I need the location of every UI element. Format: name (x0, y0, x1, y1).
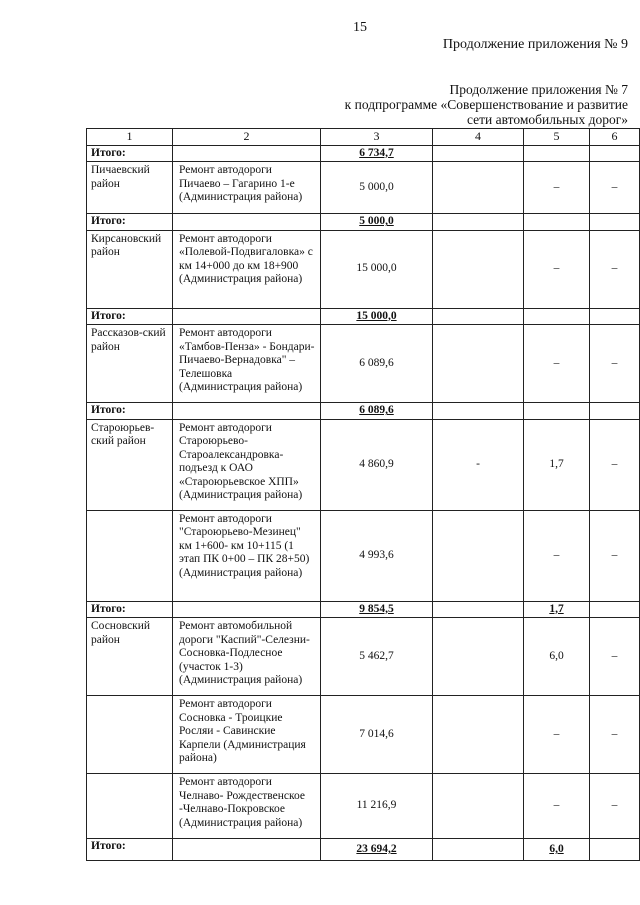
cell-c1: Сосновский район (87, 618, 173, 696)
table-row (87, 696, 640, 774)
cell-c2: Ремонт автодороги Пичаево – Гагарино 1-е (Администрация района) (173, 162, 321, 214)
cell-c6: – (590, 325, 640, 403)
appendix-9-continuation: Продолжение приложения № 9 (442, 37, 628, 52)
cell-c4 (433, 839, 524, 861)
cell-c6: – (590, 510, 640, 601)
cell-c2: Ремонт автодороги "Староюрьево-Мезинец" км 1+600- км 10+115 (1 этап ПК 0+00 – ПК 28+50) (Администрация района) (173, 510, 321, 601)
cell-c4 (433, 403, 524, 420)
cell-c4 (433, 145, 524, 162)
table-row (87, 419, 640, 510)
cell-c6: – (590, 774, 640, 839)
cell-c4 (433, 601, 524, 618)
column-header: 2 (173, 129, 321, 146)
column-header-row (87, 129, 640, 146)
cell-c2: Ремонт автодороги Староюрьево-Староалександровка-подъезд к ОАО «Староюрьевское ХПП» (Администрация района) (173, 419, 321, 510)
cell-c5: 6,0 (524, 618, 590, 696)
total-row (87, 403, 640, 420)
cell-c4 (433, 510, 524, 601)
cell-c4 (433, 774, 524, 839)
page-number: 15 (353, 20, 367, 35)
cell-c2: Ремонт автодороги «Тамбов-Пенза» - Бондари-Пичаево-Вернадовка" – Телешовка (Администрация района) (173, 325, 321, 403)
table-row (87, 774, 640, 839)
cell-c2: Ремонт автодороги Сосновка - Троицкие Росляи - Савинские Карпели (Администрация района) (173, 696, 321, 774)
cell-c4 (433, 162, 524, 214)
cell-c4 (433, 230, 524, 308)
total-row (87, 214, 640, 231)
table-row (87, 230, 640, 308)
cell-c2 (173, 308, 321, 325)
appendix-7-line3: сети автомобильных дорог» (467, 112, 628, 127)
cell-c1: Итого: (87, 601, 173, 618)
appendix-7-line1: Продолжение приложения № 7 (449, 82, 628, 97)
cell-c6: – (590, 618, 640, 696)
table-row (87, 510, 640, 601)
cell-c1: Итого: (87, 403, 173, 420)
total-row (87, 308, 640, 325)
cell-c1 (87, 774, 173, 839)
cell-c3: 15 000,0 (321, 230, 433, 308)
cell-c5 (524, 145, 590, 162)
cell-c5: – (524, 510, 590, 601)
column-header: 3 (321, 129, 433, 146)
cell-c1 (87, 510, 173, 601)
cell-c3: 15 000,0 (321, 308, 433, 325)
cell-c5: – (524, 774, 590, 839)
cell-c3: 5 462,7 (321, 618, 433, 696)
cell-c6: – (590, 162, 640, 214)
cell-c4 (433, 696, 524, 774)
cell-c3: 5 000,0 (321, 162, 433, 214)
cell-c2 (173, 214, 321, 231)
cell-c3: 6 734,7 (321, 145, 433, 162)
cell-c3: 11 216,9 (321, 774, 433, 839)
table-row (87, 325, 640, 403)
cell-c5: 6,0 (524, 839, 590, 861)
cell-c1: Итого: (87, 214, 173, 231)
cell-c3: 4 860,9 (321, 419, 433, 510)
appendix-7-line2: к подпрограмме «Совершенствование и развитие (344, 97, 628, 112)
total-row (87, 145, 640, 162)
cell-c6: – (590, 419, 640, 510)
cell-c5 (524, 308, 590, 325)
cell-c1: Староюрьев-ский район (87, 419, 173, 510)
cell-c1: Итого: (87, 839, 173, 861)
cell-c5: 1,7 (524, 419, 590, 510)
cell-c6 (590, 601, 640, 618)
cell-c5: – (524, 162, 590, 214)
cell-c3: 23 694,2 (321, 839, 433, 861)
cell-c6 (590, 214, 640, 231)
column-header: 6 (590, 129, 640, 146)
cell-c4: - (433, 419, 524, 510)
column-header: 4 (433, 129, 524, 146)
cell-c2: Ремонт автодороги Челнаво- Рождественское -Челнаво-Покровское (Администрация района) (173, 774, 321, 839)
cell-c3: 6 089,6 (321, 403, 433, 420)
total-row (87, 839, 640, 861)
cell-c5: – (524, 696, 590, 774)
cell-c4 (433, 618, 524, 696)
table-row (87, 162, 640, 214)
cell-c5 (524, 403, 590, 420)
cell-c1: Итого: (87, 308, 173, 325)
cell-c3: 6 089,6 (321, 325, 433, 403)
cell-c3: 5 000,0 (321, 214, 433, 231)
cell-c1: Итого: (87, 145, 173, 162)
cell-c5: 1,7 (524, 601, 590, 618)
total-row (87, 601, 640, 618)
cell-c5 (524, 214, 590, 231)
cell-c6 (590, 308, 640, 325)
column-header: 1 (87, 129, 173, 146)
cell-c2 (173, 145, 321, 162)
column-header: 5 (524, 129, 590, 146)
cell-c3: 4 993,6 (321, 510, 433, 601)
cell-c3: 9 854,5 (321, 601, 433, 618)
cell-c1: Рассказов-ский район (87, 325, 173, 403)
cell-c1: Кирсановский район (87, 230, 173, 308)
cell-c2: Ремонт автомобильной дороги "Каспий"-Селезни-Сосновка-Подлесное (участок 1-3) (Администрация района) (173, 618, 321, 696)
cell-c2 (173, 403, 321, 420)
cell-c6 (590, 839, 640, 861)
cell-c6 (590, 145, 640, 162)
cell-c1 (87, 696, 173, 774)
cell-c4 (433, 308, 524, 325)
cell-c5: – (524, 230, 590, 308)
cell-c2 (173, 839, 321, 861)
cell-c6: – (590, 230, 640, 308)
cell-c5: – (524, 325, 590, 403)
road-repair-table (86, 128, 640, 861)
cell-c2: Ремонт автодороги «Полевой-Подвигаловка» с км 14+000 до км 18+900 (Администрация района) (173, 230, 321, 308)
table-row (87, 618, 640, 696)
appendix-7-header (345, 82, 628, 127)
cell-c4 (433, 214, 524, 231)
cell-c6: – (590, 696, 640, 774)
cell-c2 (173, 601, 321, 618)
cell-c6 (590, 403, 640, 420)
cell-c3: 7 014,6 (321, 696, 433, 774)
cell-c1: Пичаевский район (87, 162, 173, 214)
cell-c4 (433, 325, 524, 403)
